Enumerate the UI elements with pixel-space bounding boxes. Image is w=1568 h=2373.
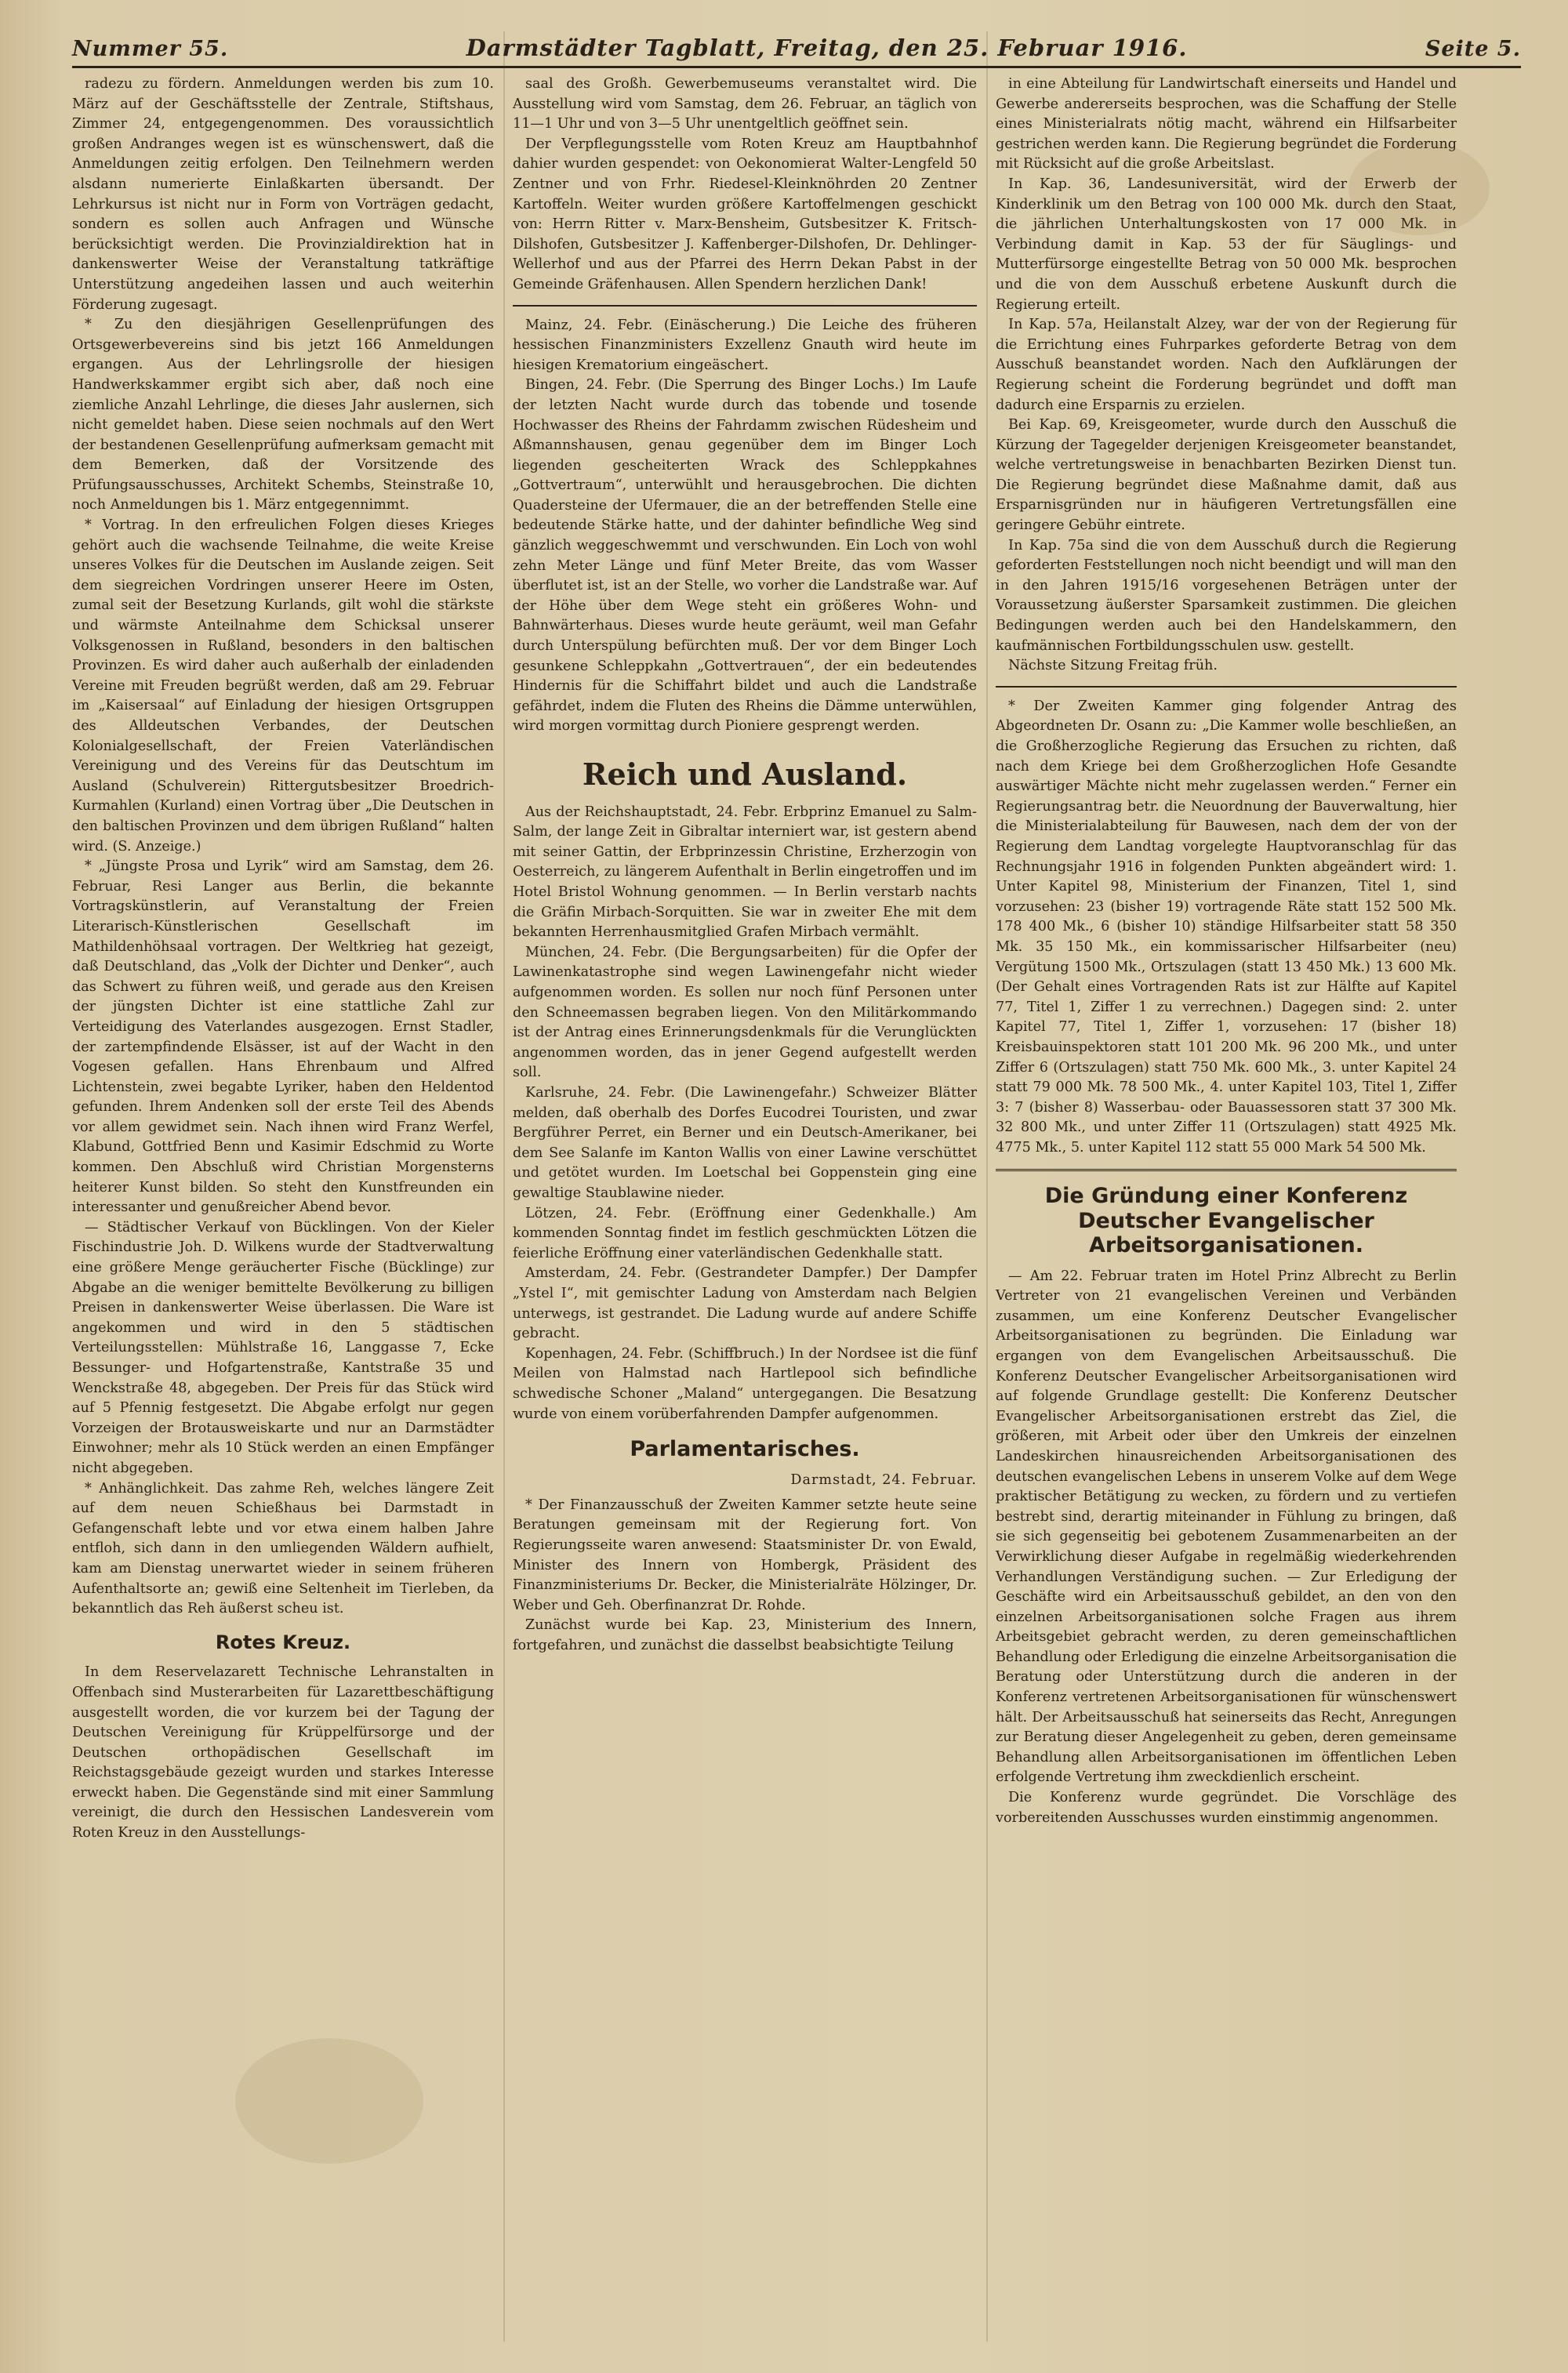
article-paragraph: Mainz, 24. Febr. (Einäscherung.) Die Leiche des früheren hessischen Finanzministers Exzellenz Gnauth wird heute im hiesigen Krematorium eingeäschert. — [513, 317, 977, 373]
article-paragraph: In Kap. 57a, Heilanstalt Alzey, war der von der Regierung für die Errichtung eines Fuhrparkes geforderte Betrag von dem Ausschuß beanstandet worden. Nach den Aufklärungen der Regierung scheint die Forderung begründet und dofft man dadurch eine Ersparnis zu erzielen. — [996, 317, 1457, 413]
article-paragraph: * Der Finanzausschuß der Zweiten Kammer setzte heute seine Beratungen gemeinsam mit der Regierung fort. Von Regierungsseite waren anwesend: Staatsminister Dr. von Ewald, Minister des Innern von Hombergk, Präsident des Finanzministeriums Dr. Becker, die Ministerialräte Hölzinger, Dr. Weber und Geh. Oberfinanzrat Dr. Rohde. — [513, 1497, 977, 1613]
article-paragraph: Der Verpflegungsstelle vom Roten Kreuz am Hauptbahnhof dahier wurden gespendet: von Oekonomierat Walter-Lengfeld 50 Zentner und von Frhr. Riedesel-Kleinknöhrden 20 Zentner Kartoffeln. Weiter wurden größere Kartoffelmengen geschickt von: Herrn Ritter v. Marx-Bensheim, Gutsbesitzer K. Fritsch-Dilshofen, Gutsbesitzer J. Kaffenberger-Dilshofen, Dr. Dehlinger-Wellerhof und aus der Pfarrei des Herrn Dekan Pabst in der Gemeinde Gräfenhausen. Allen Spendern herzlichen Dank! — [513, 136, 977, 292]
column-2 — [513, 74, 977, 1844]
article-paragraph: * Zu den diesjährigen Gesellenprüfungen des Ortsgewerbevereins sind bis jetzt 166 Anmeldungen ergangen. Aus der Lehrlingsrolle der hiesigen Handwerkskammer ergibt sich aber, daß noch eine ziemliche Anzahl Lehrlinge, die dieses Jahr auslernen, sich nicht gemeldet haben. Diese seien nochmals auf den Wert der bestandenen Gesellenprüfung aufmerksam gemacht mit dem Bemerken, daß der Vorsitzende des Prüfungsausschusses, Architekt Schembs, Steinstraße 10, noch Anmeldungen bis 1. März entgegennimmt. — [72, 317, 494, 513]
article-paragraph: Die Konferenz wurde gegründet. Die Vorschläge des vorbereitenden Ausschusses wurden einstimmig angenommen. — [996, 1790, 1457, 1826]
article-paragraph: saal des Großh. Gewerbemuseums veranstaltet wird. Die Ausstellung wird vom Samstag, dem 26. Februar, an täglich von 11—1 Uhr und von 3—5 Uhr unentgeltlich geöffnet sein. — [513, 76, 977, 132]
section-title-reich-und-ausland: Reich und Ausland. — [582, 757, 908, 792]
page-number: Seite 5. — [1425, 37, 1521, 61]
dateline: Darmstadt, 24. Februar. — [790, 1472, 977, 1489]
article-paragraph: Bei Kap. 69, Kreisgeometer, wurde durch den Ausschuß die Kürzung der Tagegelder derjenigen Kreisgeometer beanstandet, welche vertretungsweise in benachbarten Bezirken Dienst tun. Die Regierung begründet diese Maßnahme damit, daß aus Ersparnisgründen nur in häufigeren Vertretungsfällen eine geringere Gebühr eintrete. — [996, 417, 1457, 534]
article-paragraph: Kopenhagen, 24. Febr. (Schiffbruch.) In der Nordsee ist die fünf Meilen von Halmstad nach Hartlepool sich befindliche schwedische Schoner „Maland“ untergegangen. Die Besatzung wurde von einem vorüberfahrenden Dampfer aufgenommen. — [513, 1345, 977, 1422]
article-paragraph: Karlsruhe, 24. Febr. (Die Lawinengefahr.) Schweizer Blätter melden, daß oberhalb des Dorfes Eucodrei Touristen, und zwar Bergführer Perret, ein Berner und ein Deutsch-Amerikaner, bei dem See Salanfe im Kanton Wallis von einer Lawine verschüttet und getötet wurden. Im Loetschal bei Goppenstein ging eine gewaltige Staublawine nieder. — [513, 1085, 977, 1201]
article-paragraph: München, 24. Febr. (Die Bergungsarbeiten) für die Opfer der Lawinenkatastrophe sind wegen Lawinengefahr nicht wieder aufgenommen worden. Es sollen nur noch fünf Personen unter den Schneemassen begraben liegen. Von den Militärkommando ist der Antrag eines Erinnerungsdenkmals für die Verunglückten angenommen worden, das in jener Gegend aufgestellt werden soll. — [513, 944, 977, 1081]
issue-number: Nummer 55. — [72, 37, 229, 61]
article-paragraph: * Der Zweiten Kammer ging folgender Antrag des Abgeordneten Dr. Osann zu: „Die Kammer wolle beschließen, an die Großherzogliche Regierung das Ersuchen zu richten, daß nach dem Kriege bei dem Großherzoglichen Hofe Gesandte auswärtiger Mächte nicht mehr zugelassen werden.“ Ferner ein Regierungsantrag betr. die Neuordnung der Bauverwaltung, hier die Ministerialabteilung für Bauwesen, nach dem der von der Regierung dem Landtag vorgelegte Hauptvoranschlag für das Rechnungsjahr 1916 in folgenden Punkten abgeändert wird: 1. Unter Kapitel 98, Ministerium der Finanzen, Titel 1, sind vorzusehen: 23 (bisher 19) vortragende Räte statt 152 500 Mk. 178 400 Mk., 6 (bisher 10) ständige Hilfsarbeiter statt 58 350 Mk. 35 150 Mk., ein kommissarischer Hilfsarbeiter (neu) Vergütung 1500 Mk., Ortszulagen (statt 13 450 Mk.) 13 600 Mk. (Der Gehalt eines Vortragenden Rats ist zur Hälfte auf Kapitel 77, Titel 1, Ziffer 1 zu verrechnen.) Dagegen sind: 2. unter Kapitel 77, Titel 1, Ziffer 1, vorzusehen: 17 (bisher 18) Kreisbauinspektoren statt 101 200 Mk. 96 200 Mk., und unter Ziffer 6 (Ortszulagen) statt 750 Mk. 600 Mk., 3. unter Kapitel 24 statt 79 000 Mk. 78 500 Mk., 4. unter Kapitel 103, Titel 1, Ziffer 3: 7 (bisher 8) Wasserbau- oder Bauassessoren statt 37 300 Mk. 32 800 Mk., und unter Ziffer 11 (Ortszulagen) statt 4925 Mk. 4775 Mk., 5. unter Kapitel 112 statt 55 000 Mark 54 500 Mk. — [996, 698, 1457, 1156]
article-paragraph: * Vortrag. In den erfreulichen Folgen dieses Krieges gehört auch die wachsende Teilnahme, die weite Kreise unseres Volkes für die Deutschen im Auslande zeigen. Seit dem siegreichen Vordringen unserer Heere im Osten, zumal seit der Besetzung Kurlands, gilt wohl die stärkste und wärmste Anteilnahme dem Schicksal unserer Volksgenossen in Rußland, besonders in den baltischen Provinzen. Es wird daher auch außerhalb der einladenden Vereine mit Freuden begrüßt werden, daß am 29. Februar im „Kaisersaal“ auf Einladung der hiesigen Ortsgruppen des Alldeutschen Verbandes, der Deutschen Kolonialgesellschaft, der Freien Vaterländischen Vereinigung und des Vereins für das Deutschtum im Ausland (Schulverein) Rittergutsbesitzer Broedrich-Kurmahlen (Kurland) einen Vortrag über „Die Deutschen in den baltischen Provinzen und dem übrigen Rußland“ halten wird. (S. Anzeige.) — [72, 517, 494, 854]
divider — [996, 686, 1457, 688]
divider — [513, 305, 977, 307]
paper-stain — [1348, 141, 1490, 235]
article-paragraph: In Kap. 75a sind die von dem Ausschuß durch die Regierung geforderten Feststellungen noch nicht beendigt und will man den in den Jahren 1915/16 vorgesehenen Beträgen unter der Voraussetzung äußerster Sparsamkeit zustimmen. Die gleichen Bedingungen werden auch bei den Handelskammern, den kaufmännischen Fortbildungsschulen usw. gestellt. — [996, 537, 1457, 654]
upper-columns — [72, 74, 1521, 1844]
article-paragraph: In dem Reservelazarett Technische Lehranstalten in Offenbach sind Musterarbeiten für Lazarettbeschäftigung ausgestellt worden, die vor kurzem bei der Tagung der Deutschen Vereinigung für Krüppelfürsorge und der Deutschen orthopädischen Gesellschaft im Reichstagsgebäude gezeigt wurden und starkes Interesse erweckt haben. Die Gegenstände sind mit einer Sammlung vereinigt, die durch den Hessischen Landesverein vom Roten Kreuz in den Ausstellungs- — [72, 1664, 494, 1841]
article-paragraph: Aus der Reichshauptstadt, 24. Febr. Erbprinz Emanuel zu Salm-Salm, der lange Zeit in Gibraltar interniert war, ist gestern abend mit seiner Gattin, der Erbprinzessin Christine, Erzherzogin von Oesterreich, zu längerem Aufenthalt in Berlin eingetroffen und im Hotel Bristol Wohnung genommen. — In Berlin verstarb nachts die Gräfin Mirbach-Sorquitten. Sie war in zweiter Ehe mit dem bekannten Herrenhausmitglied Grafen Mirbach vermählt. — [513, 804, 977, 941]
masthead — [72, 34, 1521, 68]
article-paragraph: * Anhänglichkeit. Das zahme Reh, welches längere Zeit auf dem neuen Schießhaus bei Darmstadt in Gefangenschaft lebte und vor etwa einem halben Jahre entfloh, sich dann in den umliegenden Wäldern aufhielt, kam am Dienstag unerwartet wieder in seinem früheren Aufenthaltsorte an; gewiß eine Seltenheit im Tierleben, da bekanntlich das Reh äußerst scheu ist. — [72, 1480, 494, 1617]
article-paragraph: Lötzen, 24. Febr. (Eröffnung einer Gedenkhalle.) Am kommenden Sonntag findet im festlich geschmückten Lötzen die feierliche Eröffnung einer vaterländischen Gedenkhalle statt. — [513, 1205, 977, 1261]
article-paragraph: — Am 22. Februar traten im Hotel Prinz Albrecht zu Berlin Vertreter von 21 evangelischen Vereinen und Verbänden zusammen, um eine Konferenz Deutscher Evangelischer Arbeitsorganisationen zu begründen. Die Einladung war ergangen von dem Evangelischen Arbeitsausschuß. Die Konferenz Deutscher Evangelischer Arbeitsorganisationen wird auf folgende Grundlage gestellt: Die Konferenz Deutscher Evangelischer Arbeitsorganisationen erstrebt das Ziel, die größeren, mit Arbeit oder über den Umkreis der einzelnen Landeskirchen hinausreichenden Arbeitsorganisationen des deutschen evangelischen Lebens in unserem Volke auf dem Wege praktischer Betätigung zu wecken, zu fördern und zu vertiefen bestrebt sind, derartig miteinander in Fühlung zu bringen, daß sie sich gegenseitig bei gebotenem Zusammenarbeiten an der Verwirklichung dieser Aufgabe in regelmäßig wiederkehrenden Verhandlungen Verständigung suchen. — Zur Erledigung der Geschäfte wird ein Arbeitsausschuß gebildet, an den von den einzelnen Arbeitsorganisationen solche Fragen aus ihrem Arbeitsgebiet gebracht werden, zu deren gemeinschaftlichen Behandlung oder Erledigung die einzelne Arbeitsorganisation die Beratung oder Unterstützung durch die anderen in der Konferenz vertretenen Arbeitsorganisationen für wünschenswert hält. Der Arbeitsausschuß hat seinerseits das Recht, Anregungen zur Beratung dieser Angelegenheit zu geben, deren gemeinsame Behandlung allen Arbeitsorganisationen im öffentlichen Leben erfolgende Vertretung ihm zweckdienlich erscheint. — [996, 1268, 1457, 1786]
article-paragraph: Nächste Sitzung Freitag früh. — [1008, 658, 1218, 674]
article-paragraph: * „Jüngste Prosa und Lyrik“ wird am Samstag, dem 26. Februar, Resi Langer aus Berlin, die bekannte Vortragskünstlerin, auf Veranstaltung der Freien Literarisch-Künstlerischen Gesellschaft im Mathildenhöhsaal vortragen. Der Weltkrieg hat gezeigt, daß Deutschland, das „Volk der Dichter und Denker“, auch das Schwert zu führen weiß, und gerade aus den Kreisen der jüngsten Dichter ist eine stattliche Zahl zur Verteidigung des Vaterlandes ausgezogen. Ernst Stadler, der zartempfindende Elsässer, ist auf der Wacht in den Vogesen gefallen. Hans Ehrenbaum und Alfred Lichtenstein, zwei begabte Lyriker, haben den Heldentod gefunden. Ihrem Andenken soll der erste Teil des Abends vor allem gewidmet sein. Nach ihnen wird Franz Werfel, Klabund, Gottfried Benn und Kasimir Edschmid zu Worte kommen. Den Abschluß wird Christian Morgensterns heiterer Kunst bilden. So steht den Kunstfreunden ein interessanter und genußreicher Abend bevor. — [72, 858, 494, 1216]
article-paragraph: — Städtischer Verkauf von Bücklingen. Von der Kieler Fischindustrie Joh. D. Wilkens wurde der Stadtverwaltung eine größere Menge geräucherter Fische (Bücklinge) zur Abgabe an die weniger bemittelte Bevölkerung zu billigen Preisen in dankenswerter Weise überlassen. Die Ware ist angekommen und wird in den 5 städtischen Verteilungsstellen: Mühlstraße 16, Langgasse 7, Ecke Bessunger- und Hofgartenstraße, Kantstraße 35 und Wenckstraße 48, abgegeben. Der Preis für das Stück wird auf 5 Pfennig festgesetzt. Die Abgabe erfolgt nur gegen Vorzeigen der Brotausweiskarte und nur an Darmstädter Einwohner; mehr als 10 Stück werden an einen Empfänger nicht abgegeben. — [72, 1219, 494, 1476]
section-title-parlamentarisches: Parlamentarisches. — [630, 1437, 860, 1462]
column-1 — [72, 74, 494, 1844]
section-title-rotes-kreuz: Rotes Kreuz. — [215, 1631, 351, 1653]
newspaper-title: Darmstädter Tagblatt, Freitag, den 25. Februar 1916. — [466, 34, 1188, 61]
article-paragraph: Zunächst wurde bei Kap. 23, Ministerium des Innern, fortgefahren, und zunächst die dasselbst beabsichtigte Teilung — [513, 1617, 977, 1653]
article-paragraph: Amsterdam, 24. Febr. (Gestrandeter Dampfer.) Der Dampfer „Ystel I“, mit gemischter Ladung von Amsterdam nach Belgien unterwegs, ist gestrandet. Die Ladung wurde auf andere Schiffe gebracht. — [513, 1265, 977, 1342]
article-paragraph: radezu zu fördern. Anmeldungen werden bis zum 10. März auf der Geschäftsstelle der Zentrale, Stiftshaus, Zimmer 24, entgegengenommen. Des voraussichtlich großen Andranges wegen ist es wünschenswert, daß die Anmeldungen zeitig erfolgen. Den Teilnehmern werden alsdann numerierte Einlaßkarten übersandt. Der Lehrkursus ist nicht nur in Form von Vorträgen gedacht, sondern es sollen auch Anfragen und Wünsche berücksichtigt werden. Die Provinzialdirektion hat in dankenswerter Weise der Veranstaltung tatkräftige Unterstützung angedeihen lassen und auch weiterhin Förderung zugesagt. — [72, 76, 494, 313]
paper-stain — [235, 2038, 423, 2164]
article-paragraph: Bingen, 24. Febr. (Die Sperrung des Binger Lochs.) Im Laufe der letzten Nacht wurde durch das tobende und tosende Hochwasser des Rheins der Fahrdamm zwischen Rüdesheim und Aßmannshausen, genau gegenüber dem im Binger Loch liegenden gescheiterten Wrack des Schleppkahnes „Gottvertraum“, unterwühlt und herausgebrochen. Die dichten Quadersteine der Ufermauer, die an der betreffenden Stelle eine bedeutende Stärke hatte, und der dahinter befindliche Weg sind gänzlich weggeschwemmt und verschwunden. Ein Loch von wohl zehn Meter Länge und fünf Meter Breite, das vom Wasser überflutet ist, ist an der Stelle, wo vorher die Landstraße war. Auf der Höhe über dem Wege steht ein größeres Wohn- und Bahnwärterhaus. Dieses wurde heute geräumt, weil man Gefahr durch Unterspülung befürchten muß. Der vor dem Binger Loch gesunkene Schleppkahn „Gottvertrauen“, der ein bedeutendes Hindernis für die Schiffahrt bildet und auch die Landstraße gefährdet, indem die Fluten des Rheins die Dämme unterwühlen, wird morgen vormittag durch Pioniere gesprengt werden. — [513, 377, 977, 735]
column-3 — [996, 74, 1457, 1844]
article-paragraph: In Kap. 36, Landesuniversität, wird der Erwerb der Kinderklinik um den Betrag von 100 000 Mk. durch den Staat, die jährlichen Unterhaltungskosten von 17 000 Mk. in Verbindung damit in Kap. 53 der für Säuglings- und Mutterfürsorge eingestellte Betrag von 50 000 Mk. besprochen und die von dem Ausschuß erbetene Auskunft durch die Regierung erteilt. — [996, 176, 1457, 313]
divider — [996, 1169, 1457, 1171]
column-rule — [503, 31, 505, 2342]
column-rule — [986, 31, 988, 2342]
section-title-konferenz: Die Gründung einer Konferenz Deutscher Evangelischer Arbeitsorganisationen. — [1044, 1184, 1408, 1257]
article-paragraph: in eine Abteilung für Landwirtschaft einerseits und Handel und Gewerbe andererseits besprochen, was die Schaffung der Stelle eines Ministerialrats nötig macht, während ein Hilfsarbeiter gestrichen werden kann. Die Regierung begründet die Forderung mit Rücksicht auf die große Arbeitslast. — [996, 76, 1457, 172]
